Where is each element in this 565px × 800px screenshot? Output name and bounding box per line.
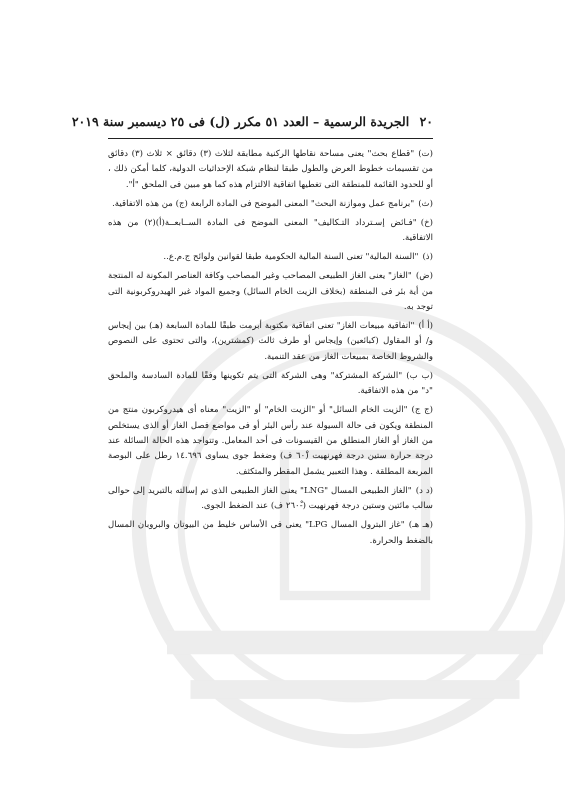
item-label: (ض) <box>415 271 433 282</box>
header-title: الجريدة الرسمية – العدد ٥١ مكرر (ل) فى ٢٥ ديسمبر سنة ٢٠١٩ <box>71 114 410 129</box>
page-number: ٢٠ <box>419 114 433 129</box>
definition-item <box>108 319 433 365</box>
definition-item <box>108 269 433 315</box>
item-text: "قطاع بحث" يعنى مساحة نقاطها الركنية مطابقة لثلاث (٣) دقائق × ثلاث (٣) دقائق من تقسيمات خطوط العرض والطول طبقا لنظام شبكة الإحداثيات الدولية، كلما أمكن ذلك ، أو للحدود القائمة للمنطقة التى تغطيها اتفاقية الالتزام هذه كما هو مبين فى الملحق "أ". <box>108 149 433 190</box>
item-label: (ج ج) <box>411 405 433 416</box>
definition-item <box>108 250 433 265</box>
item-text: "الغاز" يعنى الغاز الطبيعى المصاحب وغير المصاحب وكافة العناصر المكونة له المنتجة من أية بئر فى المنطقة (بخلاف الزيت الخام السائل) وجميع المواد غير الهيدروكربونية التى توجد به. <box>108 271 433 313</box>
item-label: (هـ هـ) <box>408 520 433 531</box>
item-label: (خ) <box>420 217 433 228</box>
item-text: "برنامج عمل وموازنة البحث" المعنى الموضح فى المادة الرابعة (ج) من هذه الاتفاقية. <box>112 198 415 209</box>
item-text: "الزيت الخام السائل" أو "الزيت الخام" أو "الزيت" معناه أى هيدروكربون منتج من المنطقة ويكون فى حالة السيولة عند رأس البئر أو فى مواضع فصل الغاز أو الذى يستخلص من الغاز أو الغاز المنطلق من القيسونات فى أحد المعامل. وتتواجد هذه الحالة السائلة عند درجة حرارة ستين درجة فهرنهيت (٦٠ْ ف) وضغط جوى يساوى ١٤.٦٩٦ رطل على البوصة المربعة المطلقة . وهذا التعبير يشمل المقطر والمتكثف. <box>108 405 434 477</box>
item-label: (أ أ) <box>418 321 433 332</box>
item-text: "السنة المالية" تعنى السنة المالية الحكومية طبقا لقوانين ولوائح ج.م.ع.. <box>163 252 419 263</box>
item-label: (ذ) <box>422 252 433 263</box>
definition-item <box>108 197 433 212</box>
page-header <box>71 114 433 134</box>
item-text: "غاز البترول المسال LPG" يعنى فى الأساس خليط من البيوتان والبروبان المسال بالضغط والحرارة. <box>108 520 433 546</box>
definition-item <box>108 369 433 400</box>
item-text: "الغاز الطبيعى المسال "LNG" يعنى الغاز الطبيعى الذى تم إسالته بالتبريد إلى حوالى سالب مائتين وستين درجة فهرنهيت (-٢٦٠ْ ف) عند الضغط الجوى. <box>108 485 433 512</box>
definition-item <box>108 518 433 549</box>
header-divider <box>108 138 433 139</box>
item-text: "الشركة المشتركة" وهى الشركة التى يتم تكوينها وفقًا للمادة السادسة والملحق "د" من هذه الاتفاقية. <box>108 370 433 397</box>
item-label: (د د) <box>415 485 434 496</box>
item-label: (ت) <box>418 149 433 159</box>
definition-item <box>108 147 433 193</box>
item-text: "اتفاقية مبيعات الغاز" تعنى اتفاقية مكتوبة أبرمت طبقًا للمادة السابعة (هـ) بين إيجاس و/ أو المقاول (كبائعين) وإيجاس أو طرف ثالث (كمشترين)، والتى تحتوى على النصوص والشروط الخاصة بمبيعات الغاز من عقد التنمية. <box>108 321 433 362</box>
item-label: (ث) <box>418 198 433 209</box>
definition-item <box>108 403 433 480</box>
item-label: (ب ب) <box>406 370 433 381</box>
definition-item <box>108 216 433 247</box>
definition-item <box>108 484 433 515</box>
item-text: "فـائض إسـترداد التـكاليف" المعنى الموضح فى المادة الســابعــة(أ)(٢) من هذه الاتفاقية. <box>108 217 433 244</box>
document-body <box>108 147 433 553</box>
